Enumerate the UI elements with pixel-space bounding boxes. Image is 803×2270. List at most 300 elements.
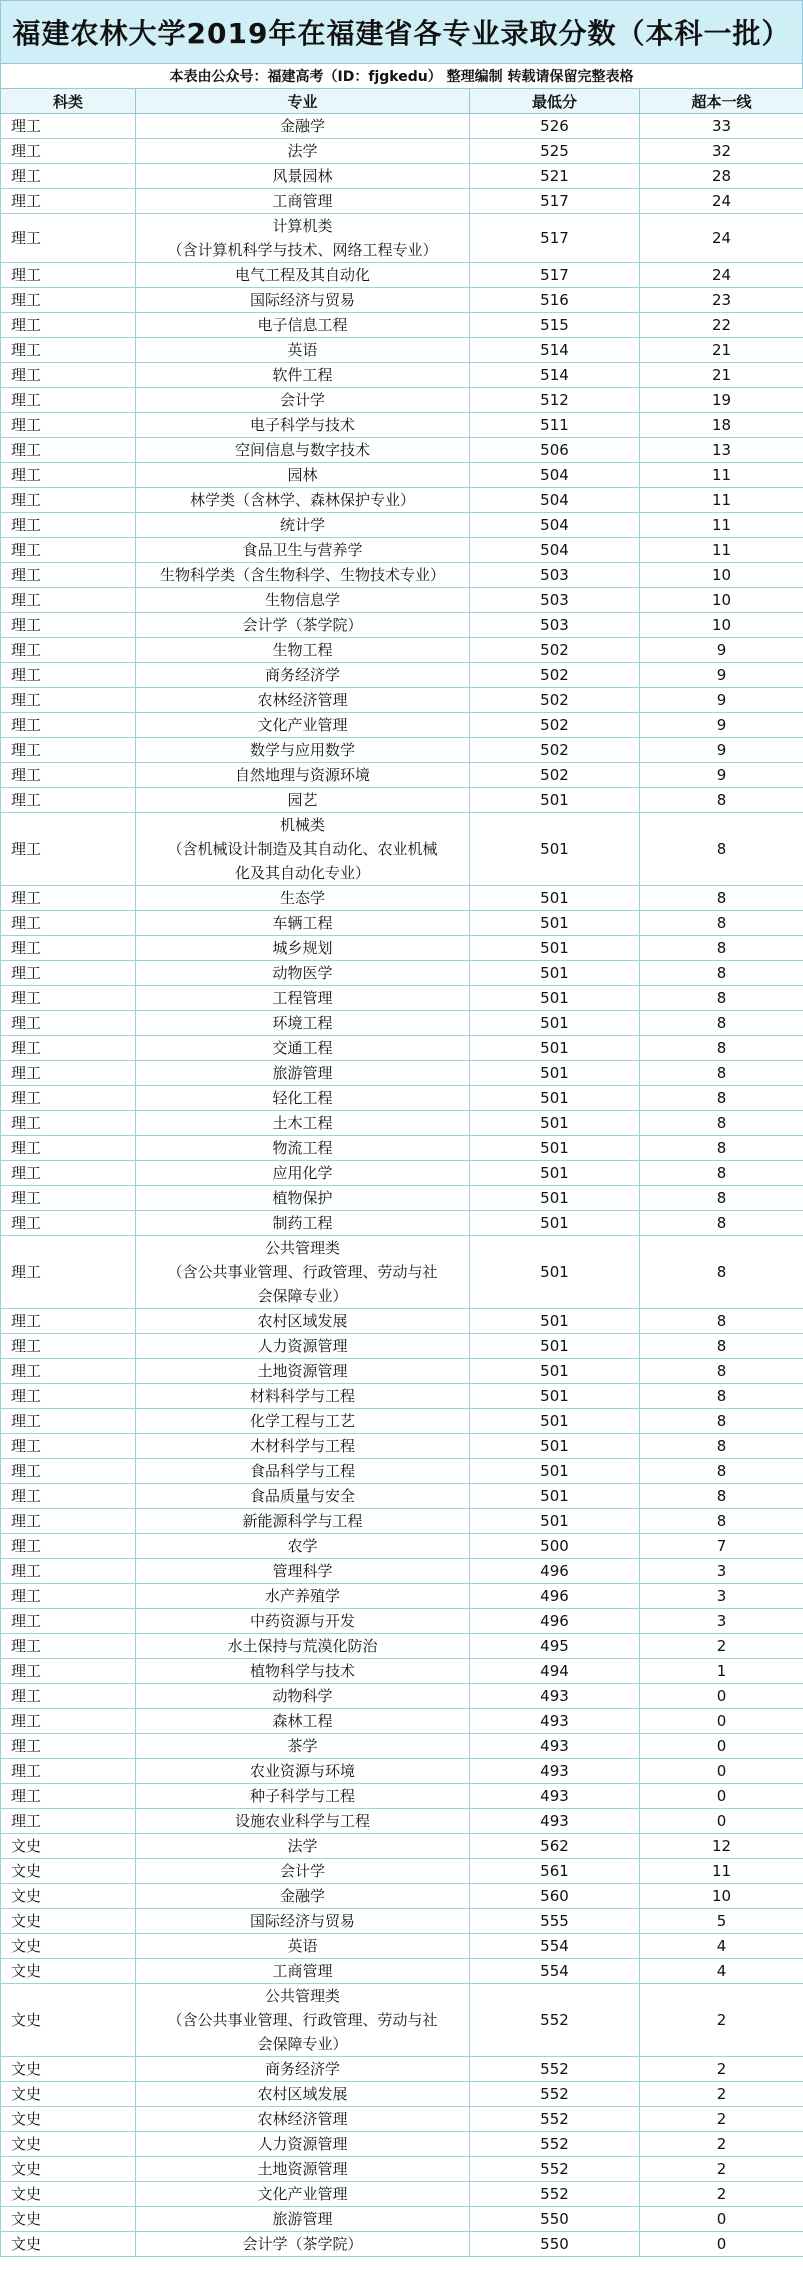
cell-over-line: 9	[640, 763, 803, 788]
cell-over-line: 13	[640, 438, 803, 463]
cell-over-line: 7	[640, 1534, 803, 1559]
table-row	[1, 1584, 803, 1609]
table-row	[1, 1984, 803, 2057]
cell-over-line: 2	[640, 2057, 803, 2082]
cell-category: 理工	[1, 1036, 136, 1061]
cell-major: 农村区域发展	[136, 1309, 470, 1334]
page-title: 福建农林大学2019年在福建省各专业录取分数（本科一批）	[0, 0, 803, 64]
cell-major: 茶学	[136, 1734, 470, 1759]
cell-category: 理工	[1, 513, 136, 538]
cell-category: 文史	[1, 1984, 136, 2057]
cell-min-score: 496	[470, 1559, 640, 1584]
cell-min-score: 501	[470, 1061, 640, 1086]
cell-min-score: 503	[470, 613, 640, 638]
cell-over-line: 24	[640, 189, 803, 214]
cell-over-line: 24	[640, 214, 803, 263]
cell-category: 理工	[1, 1409, 136, 1434]
table-row	[1, 1236, 803, 1309]
header-row	[1, 89, 803, 114]
cell-category: 理工	[1, 1061, 136, 1086]
table-row	[1, 1609, 803, 1634]
cell-over-line: 8	[640, 1359, 803, 1384]
cell-major: 软件工程	[136, 363, 470, 388]
table-row	[1, 1684, 803, 1709]
cell-major: 机械类 （含机械设计制造及其自动化、农业机械 化及其自动化专业）	[136, 813, 470, 886]
table-row	[1, 1734, 803, 1759]
cell-major: 统计学	[136, 513, 470, 538]
cell-major: 植物科学与技术	[136, 1659, 470, 1684]
table-row	[1, 1509, 803, 1534]
cell-major: 土地资源管理	[136, 1359, 470, 1384]
cell-major: 食品卫生与营养学	[136, 538, 470, 563]
cell-over-line: 8	[640, 1459, 803, 1484]
cell-min-score: 552	[470, 1984, 640, 2057]
cell-major: 旅游管理	[136, 1061, 470, 1086]
cell-category: 理工	[1, 1334, 136, 1359]
table-row	[1, 738, 803, 763]
cell-over-line: 11	[640, 538, 803, 563]
cell-major: 公共管理类 （含公共事业管理、行政管理、劳动与社 会保障专业）	[136, 1984, 470, 2057]
cell-min-score: 493	[470, 1684, 640, 1709]
table-row	[1, 363, 803, 388]
cell-over-line: 0	[640, 1759, 803, 1784]
table-row	[1, 1309, 803, 1334]
cell-over-line: 9	[640, 738, 803, 763]
cell-over-line: 8	[640, 1111, 803, 1136]
cell-major: 文化产业管理	[136, 2182, 470, 2207]
cell-min-score: 514	[470, 363, 640, 388]
table-row	[1, 513, 803, 538]
cell-category: 理工	[1, 413, 136, 438]
cell-category: 理工	[1, 313, 136, 338]
cell-min-score: 501	[470, 961, 640, 986]
cell-category: 理工	[1, 1584, 136, 1609]
cell-category: 理工	[1, 1459, 136, 1484]
table-row	[1, 1859, 803, 1884]
table-row	[1, 688, 803, 713]
cell-min-score: 516	[470, 288, 640, 313]
cell-over-line: 8	[640, 1061, 803, 1086]
cell-major: 城乡规划	[136, 936, 470, 961]
cell-over-line: 11	[640, 488, 803, 513]
cell-category: 文史	[1, 1834, 136, 1859]
cell-category: 理工	[1, 1484, 136, 1509]
cell-over-line: 23	[640, 288, 803, 313]
table-row	[1, 1384, 803, 1409]
cell-major: 电子科学与技术	[136, 413, 470, 438]
table-row	[1, 1434, 803, 1459]
cell-major: 种子科学与工程	[136, 1784, 470, 1809]
table-row	[1, 1759, 803, 1784]
cell-major: 电子信息工程	[136, 313, 470, 338]
cell-over-line: 28	[640, 164, 803, 189]
cell-min-score: 501	[470, 1186, 640, 1211]
table-row	[1, 1211, 803, 1236]
cell-major: 木材科学与工程	[136, 1434, 470, 1459]
table-row	[1, 1634, 803, 1659]
cell-over-line: 21	[640, 338, 803, 363]
cell-major: 水土保持与荒漠化防治	[136, 1634, 470, 1659]
cell-major: 园艺	[136, 788, 470, 813]
cell-major: 文化产业管理	[136, 713, 470, 738]
cell-min-score: 517	[470, 263, 640, 288]
header-over-line: 超本一线	[640, 89, 803, 114]
cell-category: 理工	[1, 288, 136, 313]
cell-min-score: 501	[470, 1011, 640, 1036]
cell-over-line: 8	[640, 1236, 803, 1309]
cell-category: 理工	[1, 1734, 136, 1759]
cell-category: 理工	[1, 638, 136, 663]
cell-over-line: 4	[640, 1959, 803, 1984]
cell-min-score: 495	[470, 1634, 640, 1659]
table-row	[1, 613, 803, 638]
cell-major: 食品科学与工程	[136, 1459, 470, 1484]
table-row	[1, 413, 803, 438]
table-row	[1, 813, 803, 886]
cell-min-score: 554	[470, 1959, 640, 1984]
cell-category: 理工	[1, 763, 136, 788]
cell-over-line: 21	[640, 363, 803, 388]
cell-category: 理工	[1, 164, 136, 189]
cell-major: 物流工程	[136, 1136, 470, 1161]
table-row	[1, 563, 803, 588]
cell-min-score: 504	[470, 463, 640, 488]
cell-min-score: 501	[470, 936, 640, 961]
cell-major: 生态学	[136, 886, 470, 911]
cell-over-line: 24	[640, 263, 803, 288]
table-row	[1, 463, 803, 488]
cell-min-score: 514	[470, 338, 640, 363]
cell-over-line: 8	[640, 961, 803, 986]
cell-category: 理工	[1, 1384, 136, 1409]
cell-over-line: 19	[640, 388, 803, 413]
table-row	[1, 2082, 803, 2107]
cell-min-score: 501	[470, 1334, 640, 1359]
cell-category: 理工	[1, 1211, 136, 1236]
cell-category: 理工	[1, 438, 136, 463]
table-row	[1, 1559, 803, 1584]
cell-category: 理工	[1, 463, 136, 488]
cell-major: 会计学	[136, 1859, 470, 1884]
cell-major: 新能源科学与工程	[136, 1509, 470, 1534]
cell-major: 农林经济管理	[136, 2107, 470, 2132]
cell-category: 理工	[1, 488, 136, 513]
cell-category: 理工	[1, 263, 136, 288]
cell-over-line: 8	[640, 1011, 803, 1036]
cell-over-line: 8	[640, 1409, 803, 1434]
cell-min-score: 515	[470, 313, 640, 338]
cell-over-line: 8	[640, 1161, 803, 1186]
table-row	[1, 488, 803, 513]
cell-over-line: 9	[640, 713, 803, 738]
cell-category: 文史	[1, 2157, 136, 2182]
table-row	[1, 1884, 803, 1909]
cell-over-line: 9	[640, 688, 803, 713]
cell-category: 理工	[1, 363, 136, 388]
cell-category: 理工	[1, 738, 136, 763]
cell-category: 理工	[1, 588, 136, 613]
cell-category: 理工	[1, 538, 136, 563]
cell-major: 动物科学	[136, 1684, 470, 1709]
cell-over-line: 2	[640, 1634, 803, 1659]
table-row	[1, 2182, 803, 2207]
cell-over-line: 33	[640, 114, 803, 139]
cell-category: 理工	[1, 663, 136, 688]
cell-min-score: 501	[470, 886, 640, 911]
table-row	[1, 438, 803, 463]
cell-major: 国际经济与贸易	[136, 288, 470, 313]
table-row	[1, 1011, 803, 1036]
cell-min-score: 552	[470, 2082, 640, 2107]
cell-major: 农业资源与环境	[136, 1759, 470, 1784]
cell-category: 文史	[1, 2207, 136, 2232]
cell-min-score: 502	[470, 763, 640, 788]
cell-over-line: 10	[640, 563, 803, 588]
cell-major: 车辆工程	[136, 911, 470, 936]
cell-major: 会计学（茶学院）	[136, 613, 470, 638]
cell-category: 理工	[1, 688, 136, 713]
cell-major: 法学	[136, 139, 470, 164]
cell-major: 自然地理与资源环境	[136, 763, 470, 788]
cell-min-score: 552	[470, 2182, 640, 2207]
cell-category: 理工	[1, 1509, 136, 1534]
cell-category: 理工	[1, 613, 136, 638]
cell-major: 金融学	[136, 114, 470, 139]
table-row	[1, 1136, 803, 1161]
cell-major: 工商管理	[136, 189, 470, 214]
cell-major: 土地资源管理	[136, 2157, 470, 2182]
cell-category: 文史	[1, 1959, 136, 1984]
cell-over-line: 11	[640, 1859, 803, 1884]
cell-major: 会计学（茶学院）	[136, 2232, 470, 2257]
admission-score-table	[0, 88, 803, 2257]
cell-major: 水产养殖学	[136, 1584, 470, 1609]
table-row	[1, 1834, 803, 1859]
cell-min-score: 501	[470, 788, 640, 813]
cell-category: 理工	[1, 1434, 136, 1459]
table-row	[1, 588, 803, 613]
cell-min-score: 503	[470, 588, 640, 613]
cell-over-line: 4	[640, 1934, 803, 1959]
cell-over-line: 3	[640, 1559, 803, 1584]
cell-category: 理工	[1, 788, 136, 813]
cell-min-score: 560	[470, 1884, 640, 1909]
cell-category: 理工	[1, 1186, 136, 1211]
cell-category: 理工	[1, 1136, 136, 1161]
cell-category: 理工	[1, 1784, 136, 1809]
cell-category: 理工	[1, 1709, 136, 1734]
cell-category: 理工	[1, 114, 136, 139]
table-row	[1, 1186, 803, 1211]
cell-major: 工程管理	[136, 986, 470, 1011]
cell-over-line: 8	[640, 1509, 803, 1534]
table-row	[1, 1659, 803, 1684]
cell-over-line: 11	[640, 463, 803, 488]
cell-over-line: 0	[640, 2232, 803, 2257]
cell-category: 理工	[1, 1086, 136, 1111]
cell-min-score: 552	[470, 2057, 640, 2082]
cell-category: 理工	[1, 1309, 136, 1334]
cell-major: 农村区域发展	[136, 2082, 470, 2107]
table-row	[1, 1061, 803, 1086]
table-row	[1, 1334, 803, 1359]
cell-min-score: 512	[470, 388, 640, 413]
table-row	[1, 1409, 803, 1434]
cell-category: 理工	[1, 1236, 136, 1309]
cell-min-score: 561	[470, 1859, 640, 1884]
cell-major: 环境工程	[136, 1011, 470, 1036]
cell-category: 理工	[1, 338, 136, 363]
cell-category: 文史	[1, 1909, 136, 1934]
cell-min-score: 501	[470, 1236, 640, 1309]
cell-category: 理工	[1, 189, 136, 214]
cell-over-line: 2	[640, 2182, 803, 2207]
cell-over-line: 2	[640, 2157, 803, 2182]
cell-min-score: 493	[470, 1809, 640, 1834]
cell-over-line: 18	[640, 413, 803, 438]
cell-min-score: 526	[470, 114, 640, 139]
cell-min-score: 501	[470, 1484, 640, 1509]
table-row	[1, 288, 803, 313]
table-row	[1, 1359, 803, 1384]
table-row	[1, 189, 803, 214]
cell-major: 食品质量与安全	[136, 1484, 470, 1509]
cell-over-line: 8	[640, 788, 803, 813]
cell-major: 人力资源管理	[136, 1334, 470, 1359]
cell-category: 理工	[1, 1359, 136, 1384]
cell-over-line: 10	[640, 613, 803, 638]
cell-min-score: 502	[470, 638, 640, 663]
cell-over-line: 0	[640, 1684, 803, 1709]
cell-major: 空间信息与数字技术	[136, 438, 470, 463]
cell-min-score: 493	[470, 1709, 640, 1734]
cell-over-line: 5	[640, 1909, 803, 1934]
cell-over-line: 3	[640, 1584, 803, 1609]
cell-over-line: 8	[640, 1309, 803, 1334]
cell-min-score: 501	[470, 1036, 640, 1061]
table-row	[1, 2157, 803, 2182]
table-row	[1, 961, 803, 986]
cell-category: 文史	[1, 2057, 136, 2082]
cell-min-score: 501	[470, 1509, 640, 1534]
cell-over-line: 8	[640, 813, 803, 886]
cell-category: 文史	[1, 1934, 136, 1959]
cell-min-score: 502	[470, 688, 640, 713]
cell-category: 理工	[1, 1759, 136, 1784]
cell-category: 理工	[1, 388, 136, 413]
cell-over-line: 8	[640, 1136, 803, 1161]
table-row	[1, 388, 803, 413]
cell-major: 人力资源管理	[136, 2132, 470, 2157]
cell-major: 生物工程	[136, 638, 470, 663]
table-row	[1, 2057, 803, 2082]
cell-min-score: 501	[470, 1359, 640, 1384]
cell-category: 文史	[1, 1884, 136, 1909]
cell-major: 金融学	[136, 1884, 470, 1909]
cell-min-score: 501	[470, 1136, 640, 1161]
cell-over-line: 12	[640, 1834, 803, 1859]
table-row	[1, 1161, 803, 1186]
cell-category: 理工	[1, 1534, 136, 1559]
cell-min-score: 501	[470, 1086, 640, 1111]
cell-over-line: 8	[640, 1484, 803, 1509]
table-row	[1, 1784, 803, 1809]
cell-major: 数学与应用数学	[136, 738, 470, 763]
cell-min-score: 493	[470, 1784, 640, 1809]
cell-major: 园林	[136, 463, 470, 488]
cell-over-line: 9	[640, 663, 803, 688]
cell-over-line: 3	[640, 1609, 803, 1634]
cell-major: 商务经济学	[136, 2057, 470, 2082]
cell-min-score: 502	[470, 738, 640, 763]
table-row	[1, 663, 803, 688]
table-row	[1, 2132, 803, 2157]
table-row	[1, 1484, 803, 1509]
cell-min-score: 504	[470, 513, 640, 538]
cell-over-line: 0	[640, 1734, 803, 1759]
header-category: 科类	[1, 89, 136, 114]
cell-category: 理工	[1, 139, 136, 164]
table-row	[1, 164, 803, 189]
table-row	[1, 713, 803, 738]
cell-min-score: 502	[470, 663, 640, 688]
cell-category: 理工	[1, 1609, 136, 1634]
table-row	[1, 2232, 803, 2257]
table-row	[1, 911, 803, 936]
cell-over-line: 8	[640, 1434, 803, 1459]
cell-over-line: 32	[640, 139, 803, 164]
cell-major: 植物保护	[136, 1186, 470, 1211]
table-row	[1, 638, 803, 663]
cell-min-score: 501	[470, 1111, 640, 1136]
cell-major: 法学	[136, 1834, 470, 1859]
cell-category: 理工	[1, 1684, 136, 1709]
cell-major: 化学工程与工艺	[136, 1409, 470, 1434]
cell-over-line: 8	[640, 1334, 803, 1359]
cell-category: 理工	[1, 1659, 136, 1684]
table-row	[1, 1086, 803, 1111]
cell-category: 理工	[1, 813, 136, 886]
source-note: 本表由公众号：福建高考（ID：fjgkedu） 整理编制 转载请保留完整表格	[0, 64, 803, 88]
cell-major: 管理科学	[136, 1559, 470, 1584]
cell-min-score: 496	[470, 1584, 640, 1609]
cell-min-score: 501	[470, 986, 640, 1011]
cell-category: 理工	[1, 214, 136, 263]
cell-category: 文史	[1, 1859, 136, 1884]
cell-over-line: 8	[640, 1186, 803, 1211]
table-row	[1, 1534, 803, 1559]
table-row	[1, 886, 803, 911]
cell-over-line: 10	[640, 588, 803, 613]
table-row	[1, 1959, 803, 1984]
cell-category: 文史	[1, 2107, 136, 2132]
table-row	[1, 538, 803, 563]
cell-major: 英语	[136, 338, 470, 363]
cell-min-score: 504	[470, 488, 640, 513]
cell-over-line: 0	[640, 1784, 803, 1809]
cell-min-score: 525	[470, 139, 640, 164]
cell-min-score: 496	[470, 1609, 640, 1634]
cell-major: 英语	[136, 1934, 470, 1959]
table-row	[1, 139, 803, 164]
cell-min-score: 506	[470, 438, 640, 463]
table-row	[1, 1709, 803, 1734]
table-row	[1, 1036, 803, 1061]
cell-over-line: 10	[640, 1884, 803, 1909]
cell-min-score: 493	[470, 1734, 640, 1759]
cell-over-line: 8	[640, 1211, 803, 1236]
cell-min-score: 550	[470, 2207, 640, 2232]
